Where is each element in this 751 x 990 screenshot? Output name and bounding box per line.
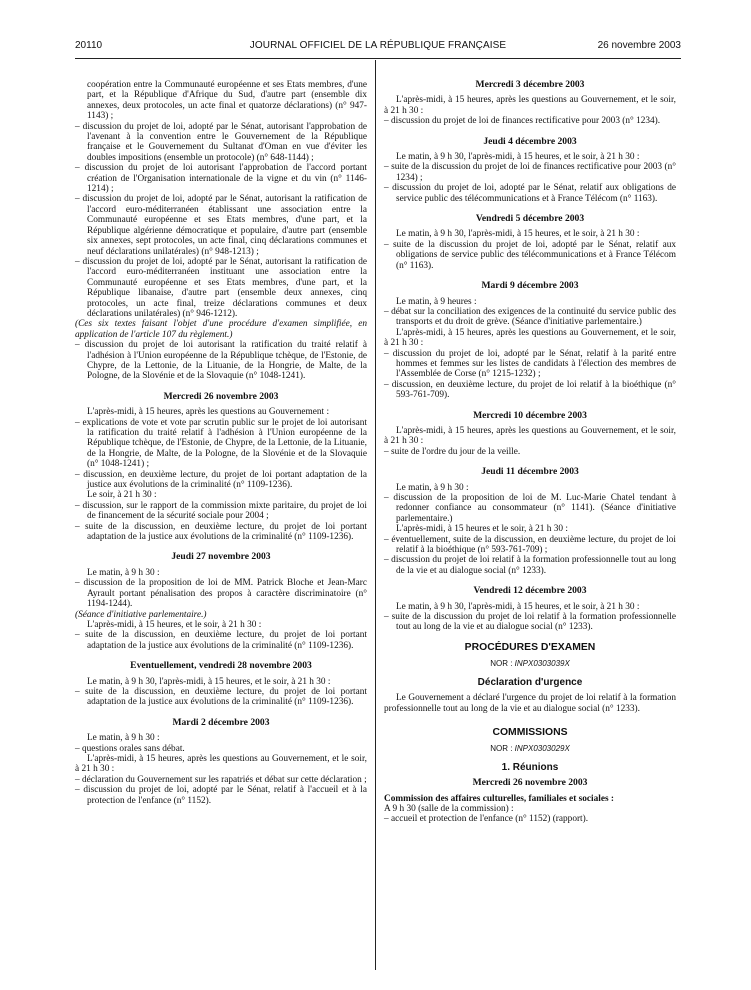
list-item: – déclaration du Gouvernement sur les rapatriés et débat sur cette déclaration ; <box>75 774 367 785</box>
journal-title: JOURNAL OFFICIEL DE LA RÉPUBLIQUE FRANÇAISE <box>249 40 507 51</box>
list-item: – discussion du projet de loi autorisant l'approbation de l'accord portant création de l'Organisation internationale de la vigne et du vin (n° 1146-1214) ; <box>75 163 367 195</box>
list-item: – discussion du projet de loi, adopté par le Sénat, autorisant l'approbation de l'avenant à la convention entre le Gouvernement de la République française et le Gouvernement du Sultanat d'Oman en vue d'éviter les doubles impositions (ensemble un protocole) (n° 648-1144) ; <box>75 121 367 163</box>
list-item: – discussion, en deuxième lecture, du projet de loi relatif à la bioéthique (n° 593-761-709). <box>384 379 676 401</box>
session-time: Le matin, à 9 h 30 : <box>87 567 160 578</box>
section-title: PROCÉDURES D'EXAMEN <box>464 641 596 653</box>
list-item: – discussion de la proposition de loi de MM. Patrick Bloche et Jean-Marc Ayrault portant pénalisation des propos à caractère discriminatoire (n° 1194-1244). <box>75 578 367 610</box>
list-item: – accueil et protection de l'enfance (n° 1152) (rapport). <box>384 814 589 825</box>
list-item: – discussion du projet de loi, adopté par le Sénat, relatif à la parité entre hommes et femmes sur les listes de candidats à l'élection des membres de l'Assemblée de Corse (n° 1215-1232) ; <box>384 348 676 380</box>
list-item: – discussion du projet de loi de finances rectificative pour 2003 (n° 1234). <box>384 116 661 127</box>
session-time: A 9 h 30 (salle de la commission) : <box>384 803 514 814</box>
session-time: L'après-midi, à 15 heures et le soir, à 21 h 30 : <box>396 524 568 535</box>
nor-label: NOR : <box>490 659 513 669</box>
paragraph: Le Gouvernement a déclaré l'urgence du projet de loi relatif à la formation professionnelle tout au long de la vie et au dialogue social (n° 1233). <box>384 693 676 714</box>
session-time: L'après-midi, à 15 heures, après les questions au Gouvernement : <box>87 407 330 418</box>
session-time: Le soir, à 21 h 30 : <box>87 490 157 501</box>
section-title: COMMISSIONS <box>492 726 568 738</box>
list-item: – questions orales sans débat. <box>75 743 185 754</box>
list-item: – débat sur la conciliation des exigences de la continuité du service public des transports et du droit de grève. (Séance d'initiative parlementaire.) <box>384 306 676 328</box>
list-item: – suite de la discussion du projet de loi, adopté par le Sénat, relatif aux obligations de service public des télécommunications et à France Télécom (n° 1163). <box>384 239 676 271</box>
list-item: – explications de vote et vote par scrutin public sur le projet de loi autorisant la ratification du traité relatif à l'adhésion à l'Union européenne de la République tchèque, de l'Estonie, de Chypre, de la Lettonie, de la Lituanie, de la Hongrie, de Malte, de la Pologne, de la Slovénie et de la Slovaquie (n° 1048-1241) ; <box>75 417 367 470</box>
list-item: coopération entre la Communauté européenne et ses Etats membres, d'une part, et la République d'Afrique du Sud, d'autre part (ensemble dix annexes, deux protocoles, un acte final et quatorze déclarations) (n° 947-1143) ; <box>87 80 367 122</box>
day-heading: Eventuellement, vendredi 28 novembre 2003 <box>130 660 312 672</box>
list-item: – discussion du projet de loi, adopté par le Sénat, autorisant la ratification de l'accord euro-méditerranéen établissant une association entre la Communauté européenne et ses Etats membres, d'une part, et la République algérienne démocratique et populaire, d'autre part (ensemble six annexes, sept protocoles, un acte final, cinq déclarations communes et neuf déclarations unilatérales) (n° 948-1213) ; <box>75 194 367 257</box>
page-header <box>75 40 681 56</box>
nor-reference <box>384 744 676 754</box>
header-rule <box>75 58 681 59</box>
day-heading: Vendredi 12 décembre 2003 <box>473 585 587 597</box>
nor-code: INPX0303039X <box>514 659 570 669</box>
list-item: – discussion du projet de loi relatif à la formation professionnelle tout au long de la vie et au dialogue social (n° 1233). <box>384 555 676 576</box>
list-item: – discussion du projet de loi autorisant la ratification du traité relatif à l'adhésion à l'Union européenne de la République tchèque, de l'Estonie, de Chypre, de la Lettonie, de la Lituanie, de la Hongrie, de Malte, de la Pologne, de la Slovénie et de la Slovaquie (n° 1048-1241). <box>75 340 367 382</box>
session-time: Le matin, à 9 h 30, l'après-midi, à 15 heures, et le soir, à 21 h 30 : <box>396 229 640 240</box>
day-heading: Jeudi 4 décembre 2003 <box>483 135 577 147</box>
procedure-note: (Ces six textes faisant l'objet d'une procédure d'examen simplifiée, en application de l'article 107 du règlement.) <box>75 319 367 340</box>
commission-name: Commission des affaires culturelles, familiales et sociales : <box>384 793 614 804</box>
page-number: 20110 <box>75 40 103 51</box>
session-time: L'après-midi, à 15 heures, après les questions au Gouvernement, et le soir, à 21 h 30 : <box>384 95 676 116</box>
day-heading: Mercredi 3 décembre 2003 <box>475 79 585 90</box>
nor-code: INPX0303029X <box>514 744 570 754</box>
session-time: L'après-midi, à 15 heures, après les questions au Gouvernement, et le soir, à 21 h 30 : <box>384 425 676 447</box>
list-item: – discussion, sur le rapport de la commission mixte paritaire, du projet de loi de financement de la sécurité sociale pour 2004 ; <box>75 500 367 522</box>
list-item: – discussion du projet de loi, adopté par le Sénat, autorisant la ratification de l'accord euro-méditerranéen instituant une association entre la Communauté européenne et ses Etats membres, d'une part, et la République libanaise, d'autre part (ensemble deux annexes, cinq protocoles, un acte final, treize déclarations communes et deux déclarations unilatérales) (n° 946-1212). <box>75 256 367 319</box>
session-time: Le matin, à 9 h 30 : <box>396 482 469 493</box>
column-divider <box>375 60 376 970</box>
session-time: L'après-midi, à 15 heures, et le soir, à 21 h 30 : <box>87 619 262 630</box>
session-time: Le matin, à 9 h 30, l'après-midi, à 15 heures, et le soir, à 21 h 30 : <box>396 601 640 612</box>
list-item: – éventuellement, suite de la discussion, en deuxième lecture, du projet de loi relatif à la bioéthique (n° 593-761-709) ; <box>384 534 676 556</box>
list-item: – suite de la discussion, en deuxième lecture, du projet de loi portant adaptation de la justice aux évolutions de la criminalité (n° 1109-1236). <box>75 686 367 708</box>
session-time: Le matin, à 9 h 30, l'après-midi, à 15 heures, et le soir, à 21 h 30 : <box>87 676 331 687</box>
right-column <box>384 80 676 825</box>
day-heading: Mardi 2 décembre 2003 <box>172 716 270 728</box>
list-item: – suite de la discussion, en deuxième lecture, du projet de loi portant adaptation de la justice aux évolutions de la criminalité (n° 1109-1236). <box>75 521 367 543</box>
list-item: – suite de l'ordre du jour de la veille. <box>384 446 521 457</box>
subsection-title: 1. Réunions <box>501 761 559 773</box>
session-time: Le matin, à 9 h 30 : <box>87 733 160 744</box>
day-heading: Vendredi 5 décembre 2003 <box>475 213 585 225</box>
session-time: Le matin, à 9 h 30, l'après-midi, à 15 heures, et le soir, à 21 h 30 : <box>396 152 640 163</box>
list-item: – suite de la discussion du projet de loi relatif à la formation professionnelle tout au long de la vie et au dialogue social (n° 1233). <box>384 612 676 633</box>
session-time: Le matin, à 9 heures : <box>396 296 477 307</box>
session-time: L'après-midi, à 15 heures, après les questions au Gouvernement, et le soir, à 21 h 30 : <box>75 753 367 775</box>
day-heading: Jeudi 11 décembre 2003 <box>481 466 579 478</box>
left-column <box>75 80 367 806</box>
issue-date: 26 novembre 2003 <box>597 40 681 51</box>
list-item: – discussion du projet de loi, adopté par le Sénat, relatif aux obligations de service public des télécommunications et à France Télécom (n° 1163). <box>384 183 676 204</box>
list-item: – discussion du projet de loi, adopté par le Sénat, relatif à l'accueil et à la protection de l'enfance (n° 1152). <box>75 785 367 806</box>
day-heading: Mercredi 26 novembre 2003 <box>472 777 588 789</box>
list-item: – discussion de la proposition de loi de M. Luc-Marie Chatel tendant à redonner confiance au consommateur (n° 1141). (Séance d'initiative parlementaire.) <box>384 493 676 524</box>
day-heading: Jeudi 27 novembre 2003 <box>171 551 271 563</box>
list-item: – suite de la discussion, en deuxième lecture, du projet de loi portant adaptation de la justice aux évolutions de la criminalité (n° 1109-1236). <box>75 630 367 651</box>
session-time: L'après-midi, à 15 heures, après les questions au Gouvernement, et le soir, à 21 h 30 : <box>384 327 676 349</box>
day-heading: Mercredi 26 novembre 2003 <box>163 390 279 402</box>
session-note: (Séance d'initiative parlementaire.) <box>75 609 207 620</box>
nor-label: NOR : <box>490 744 513 754</box>
subsection-title: Déclaration d'urgence <box>477 676 583 688</box>
list-item: – discussion, en deuxième lecture, du projet de loi portant adaptation de la justice aux évolutions de la criminalité (n° 1109-1236). <box>75 469 367 491</box>
nor-reference <box>384 659 676 669</box>
day-heading: Mercredi 10 décembre 2003 <box>473 409 587 421</box>
day-heading: Mardi 9 décembre 2003 <box>481 280 579 292</box>
list-item: – suite de la discussion du projet de loi de finances rectificative pour 2003 (n° 1234) ; <box>384 162 676 183</box>
